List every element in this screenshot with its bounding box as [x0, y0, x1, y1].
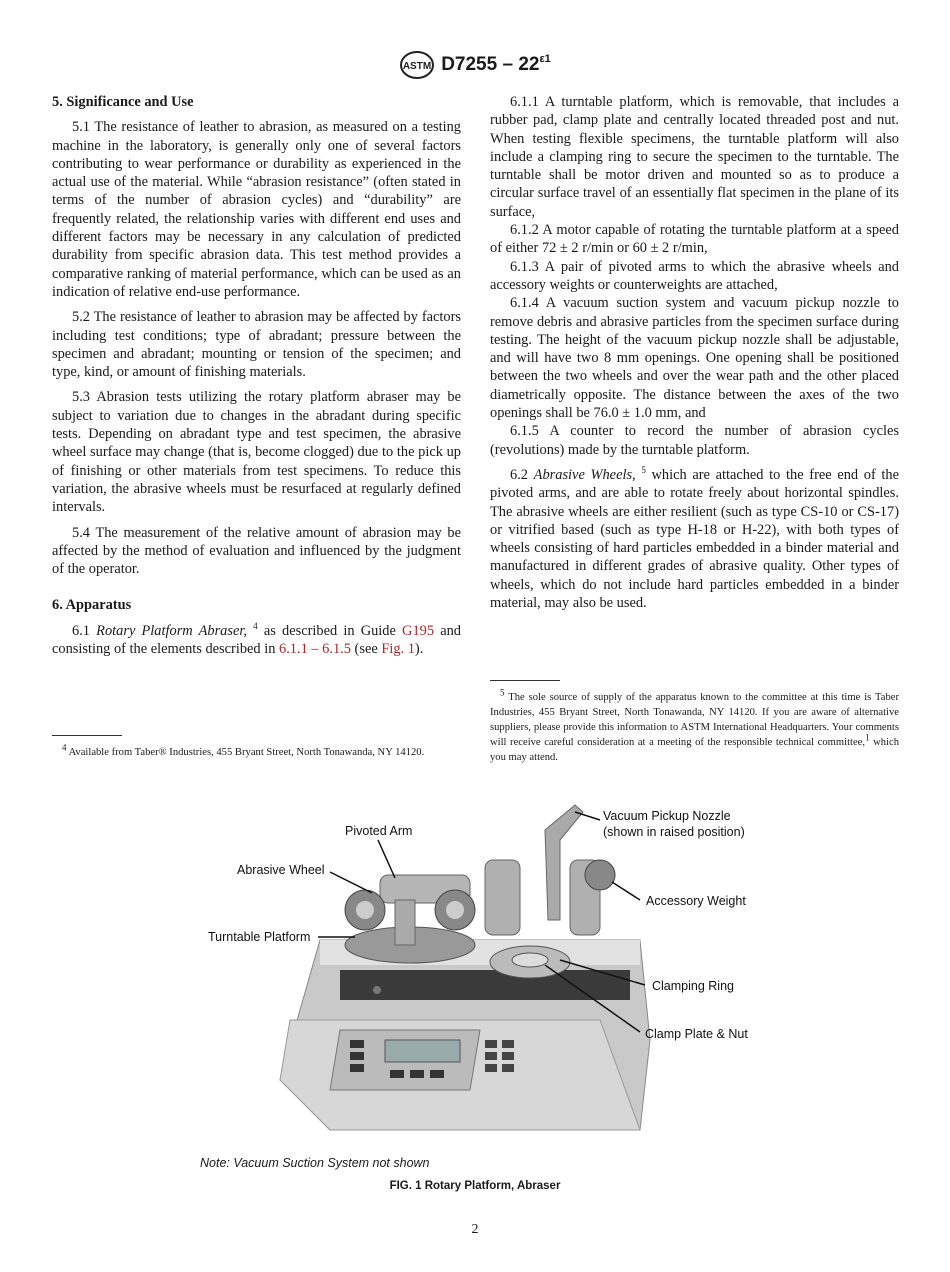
label-accessory-weight: Accessory Weight — [646, 894, 746, 908]
footnote-marker: 4 — [62, 742, 67, 753]
paragraph-6-1-4 — [490, 294, 899, 422]
paragraph-5-3 — [52, 388, 461, 516]
paragraph-6-1-1 — [490, 93, 899, 221]
figure-caption: FIG. 1 Rotary Platform, Abraser — [389, 1180, 561, 1192]
reference-link[interactable]: G195 — [402, 622, 435, 639]
text-run: (see — [350, 641, 382, 658]
paragraph-5-2 — [52, 308, 461, 381]
text-run: 6.1.4 A vacuum suction system and vacuum pickup nozzle to remove debris and abrasive particles from the specimen surface during testing. The height of the vacuum pickup nozzle shall be adjustable, and will have two 8 mm openings. One opening shall be positioned between the two wheels and over the wear path and the other placed diametrically opposite. The distance between the axes of the two openings shall be 76.0 ± 1.0 mm, and — [490, 295, 899, 422]
label-turntable-platform: Turntable Platform — [208, 930, 311, 944]
text-run: 6.1.2 A motor capable of rotating the turntable platform at a speed of either 72 ± 2 r/min or 60 ± 2 r/min, — [490, 222, 899, 257]
text-run: 5.1 The resistance of leather to abrasion, as measured on a testing machine in the laboratory, is generally only one of several factors contributing to wear performance or durability as experienced in the actual use of the material. While “abrasion resistance” (often stated in terms of the number of abrasion cycles) and “durability” are frequently related, the relationship varies with different end uses and different factors may be necessary in any calculation of predicted durability from specific abrasion data. This test method provides a comparative ranking of material performance, which can be used as an indication of relative end-use performance. — [52, 119, 461, 300]
page-number: 2 — [471, 1222, 479, 1237]
text-run: as described in Guide — [257, 622, 403, 639]
paragraph-6-1-2 — [490, 221, 899, 258]
text-run: Available from Taber® Industries, 455 Bryant Street, North Tonawanda, NY 14120. — [66, 747, 425, 758]
text-run: The sole source of supply of the apparatus known to the committee at this time is Taber Industries, 455 Bryant Street, North Tonawanda, NY 14120. If you are aware of alternative suppliers, please provide this information to ASTM International Headquarters. Your comments will receive careful consideration at a meeting of the responsible technical committee, — [490, 692, 899, 748]
dark-panel — [340, 970, 630, 1000]
footnote-marker: 5 — [641, 465, 646, 476]
footnote-4 — [52, 742, 461, 760]
page-header — [0, 50, 950, 80]
text-run: which are attached to the free end of the pivoted arms, and are able to rotate freely about horizontal spindles. The abrasive wheels are either resilient (such as type CS-10 or CS-17) or vitrified based (such as type H-18 or H-22), with both types of wheels consisting of hard particles embedded in a binder material and manufactured in different grades of abrasive quality. Other types of wheels, which do not include hard particles embedded in a binder material, may also be used. — [490, 466, 900, 612]
astm-logo-icon — [399, 50, 435, 80]
footnote-rule — [490, 680, 560, 681]
left-column — [52, 93, 461, 658]
text-run: 6.2 — [510, 466, 534, 483]
paragraph-6-2 — [490, 466, 899, 612]
text-run: ). — [414, 641, 424, 658]
designation-superscript: ε1 — [539, 53, 551, 66]
svg-text:ASTM: ASTM — [403, 61, 432, 72]
label-vacuum-pickup-nozzle: Vacuum Pickup Nozzle — [603, 809, 731, 823]
paragraph-6-1-5 — [490, 422, 899, 459]
designation: D7255 – 22 — [441, 54, 540, 76]
label-vacuum-nozzle-note: (shown in raised position) — [603, 825, 745, 839]
display — [385, 1040, 460, 1062]
footnote-5-text — [490, 687, 899, 765]
label-clamp-plate-nut: Clamp Plate & Nut — [645, 1027, 748, 1041]
footnote-5 — [490, 687, 899, 765]
paragraph-5-1 — [52, 118, 461, 301]
label-clamping-ring: Clamping Ring — [652, 979, 734, 993]
section-5-heading: 5. Significance and Use — [52, 94, 194, 110]
footnote-rule — [52, 735, 122, 736]
paragraph-6-1-3 — [490, 258, 899, 295]
text-run: 6.1 — [72, 622, 97, 639]
reference-link[interactable]: Fig. 1 — [381, 641, 415, 658]
text-run: 5.3 Abrasion tests utilizing the rotary platform abraser may be subject to variation due to changes in the abradant during specific tests. Depending on abradant type and test specimen, the abrasive wheel surface may change (that is, become clogged) due to the pick up of finishing or other materials from test specimens. To reduce this variation, the abrasive wheels must be resurfaced at regularly defined intervals. — [52, 389, 461, 516]
footnote-marker: 4 — [253, 620, 258, 631]
text-run: and consisting of the elements described in — [52, 622, 461, 658]
footnote-marker: 1 — [865, 732, 870, 743]
text-run: Abrasive Wheels, — [533, 466, 636, 483]
section-6-heading: 6. Apparatus — [52, 597, 132, 614]
text-run: 6.1.3 A pair of pivoted arms to which the abrasive wheels and accessory weights or counterweights are attached, — [490, 258, 899, 293]
text-run: 5.4 The measurement of the relative amount of abrasion may be affected by the method of evaluation and influenced by the judgment of the operator. — [52, 524, 461, 578]
figure-note: Note: Vacuum Suction System not shown — [200, 1156, 430, 1170]
figure-abraser-illustration — [0, 790, 950, 1160]
footnote-marker: 5 — [500, 687, 505, 698]
text-run: which you may attend. — [490, 737, 899, 763]
text-run: 6.1.1 A turntable platform, which is removable, that includes a rubber pad, clamp plate and centrally located threaded post and nut. When testing flexible specimens, the turntable platform will also include a clamping ring to secure the specimen to the turntable. The turntable shall be motor driven and mounted so as to produce a circular surface travel of an essentially flat specimen in the plane of its surface, — [490, 94, 899, 220]
footnote-4-text — [52, 742, 461, 760]
right-column — [490, 93, 899, 612]
text-run: Rotary Platform Abraser, — [96, 622, 247, 639]
text-run: 6.1.5 A counter to record the number of abrasion cycles (revolutions) made by the turntable platform. — [490, 423, 899, 458]
label-pivoted-arm: Pivoted Arm — [345, 824, 413, 838]
label-abrasive-wheel: Abrasive Wheel — [237, 863, 325, 877]
reference-link[interactable]: 6.1.1 – 6.1.5 — [279, 641, 351, 658]
paragraph-6-1 — [52, 622, 461, 659]
text-run: 5.2 The resistance of leather to abrasion may be affected by factors including test conditions; type of abradant; pressure between the specimen and abradant; mounting or tension of the specimen; and type, kind, or amount of finishing materials. — [52, 309, 461, 381]
paragraph-5-4 — [52, 524, 461, 579]
